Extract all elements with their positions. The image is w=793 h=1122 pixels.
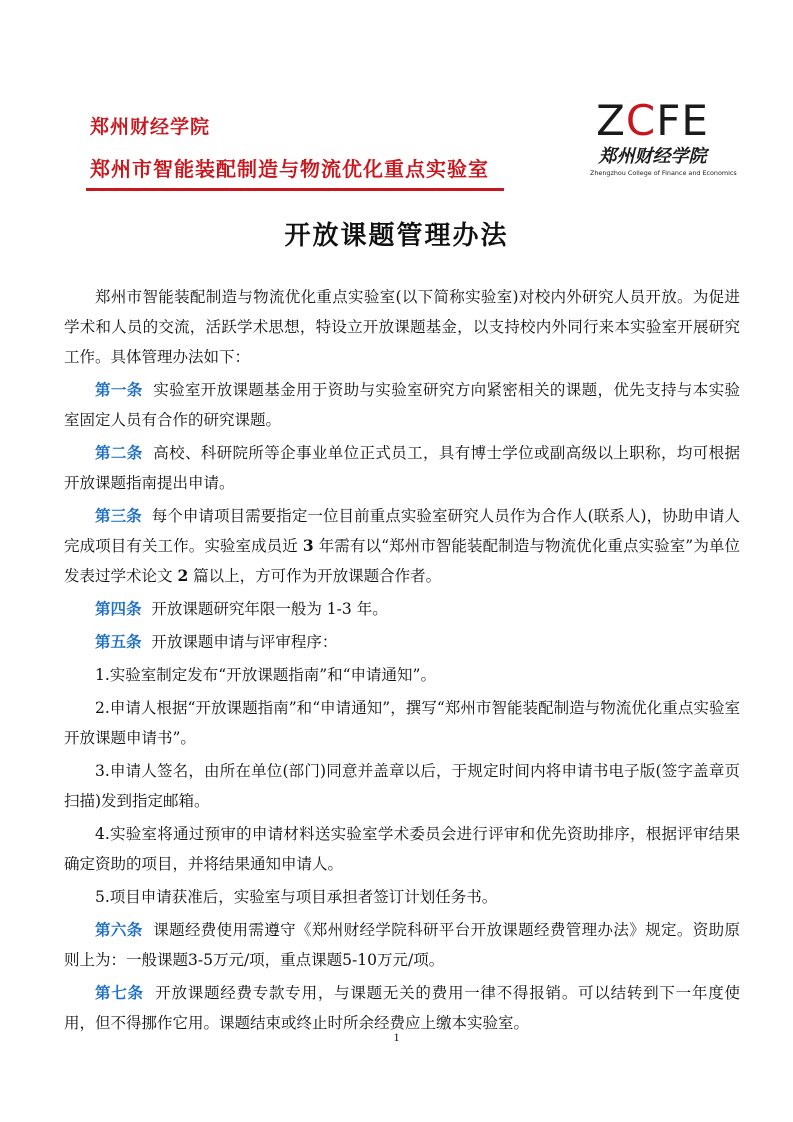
article-label: 第六条 bbox=[95, 921, 143, 939]
article-text: 每个申请项目需要指定一位目前重点实验室研究人员作为合作人(联系人)，协助申请人完成项目有关工作。实验室成员近 bbox=[64, 507, 740, 555]
step-2: 2.申请人根据“开放课题指南”和“申请通知”，撰写“郑州市智能装配制造与物流优化重点实验室开放课题申请书”。 bbox=[64, 699, 740, 747]
intro-paragraph: 郑州市智能装配制造与物流优化重点实验室(以下简称实验室)对校内外研究人员开放。为促进学术和人员的交流，活跃学术思想，特设立开放课题基金，以支持校内外同行来本实验室开展研究工作。具体管理办法如下： bbox=[64, 288, 740, 366]
article-text: 高校、科研院所等企事业单位正式员工，具有博士学位或副高级以上职称，均可根据开放课题指南提出申请。 bbox=[64, 444, 740, 492]
step-5: 5.项目申请获准后，实验室与项目承担者签订计划任务书。 bbox=[95, 888, 498, 906]
article-text: 开放课题申请与评审程序： bbox=[151, 633, 338, 651]
article-6 bbox=[64, 915, 740, 975]
article-text: 开放课题经费专款专用，与课题无关的费用一律不得报销。可以结转到下一年度使用，但不得挪作它用。课题结束或终止时所余经费应上缴本实验室。 bbox=[64, 984, 740, 1032]
article-7 bbox=[64, 978, 740, 1038]
article-label: 第三条 bbox=[95, 507, 142, 525]
school-name: 郑州财经学院 bbox=[90, 116, 211, 138]
article-text: 篇以上，方可作为开放课题合作者。 bbox=[188, 567, 442, 585]
page-number: 1 bbox=[393, 1030, 400, 1044]
step-4: 4.实验室将通过预审的申请材料送实验室学术委员会进行评审和优先资助排序，根据评审结果确定资助的项目，并将结果通知申请人。 bbox=[64, 825, 740, 873]
article-label: 第七条 bbox=[95, 984, 144, 1002]
step-1: 1.实验室制定发布“开放课题指南”和“申请通知”。 bbox=[95, 666, 436, 684]
article-text: 开放课题研究年限一般为 1-3 年。 bbox=[151, 600, 388, 618]
article-4 bbox=[64, 594, 740, 624]
article-number: 2 bbox=[177, 566, 189, 585]
logo-mark: ZCFE bbox=[596, 96, 709, 145]
header-text-block bbox=[90, 112, 510, 184]
article-number: 3 bbox=[302, 536, 314, 555]
article-1 bbox=[64, 375, 740, 435]
article-text: 年需有以“郑州市智能装配制造与物流优化重点实验室”为单位发表过学术论文 bbox=[64, 537, 741, 585]
article-label: 第二条 bbox=[95, 444, 143, 462]
article-text: 实验室开放课题基金用于资助与实验室研究方向紧密相关的课题，优先支持与本实验室固定人员有合作的研究课题。 bbox=[64, 381, 740, 429]
lab-name: 郑州市智能装配制造与物流优化重点实验室 bbox=[90, 157, 489, 181]
article-label: 第一条 bbox=[95, 381, 143, 399]
logo-chinese-name: 郑州财经学院 bbox=[598, 146, 707, 167]
step-3: 3.申请人签名，由所在单位(部门)同意并盖章以后，于规定时间内将申请书电子版(签字盖章页扫描)发到指定邮箱。 bbox=[64, 762, 740, 810]
header-divider bbox=[86, 188, 504, 191]
document-body bbox=[64, 282, 740, 1041]
article-label: 第五条 bbox=[95, 633, 142, 651]
document-title: 开放课题管理办法 bbox=[284, 221, 509, 251]
logo-english-name: Zhengzhou College of Finance and Economics bbox=[590, 169, 737, 177]
article-3 bbox=[64, 501, 740, 591]
article-5 bbox=[64, 627, 740, 657]
article-label: 第四条 bbox=[95, 600, 142, 618]
article-2 bbox=[64, 438, 740, 498]
article-text: 课题经费使用需遵守《郑州财经学院科研平台开放课题经费管理办法》规定。资助原则上为：一般课题3-5万元/项，重点课题5-10万元/项。 bbox=[64, 921, 740, 969]
school-logo bbox=[590, 96, 737, 193]
